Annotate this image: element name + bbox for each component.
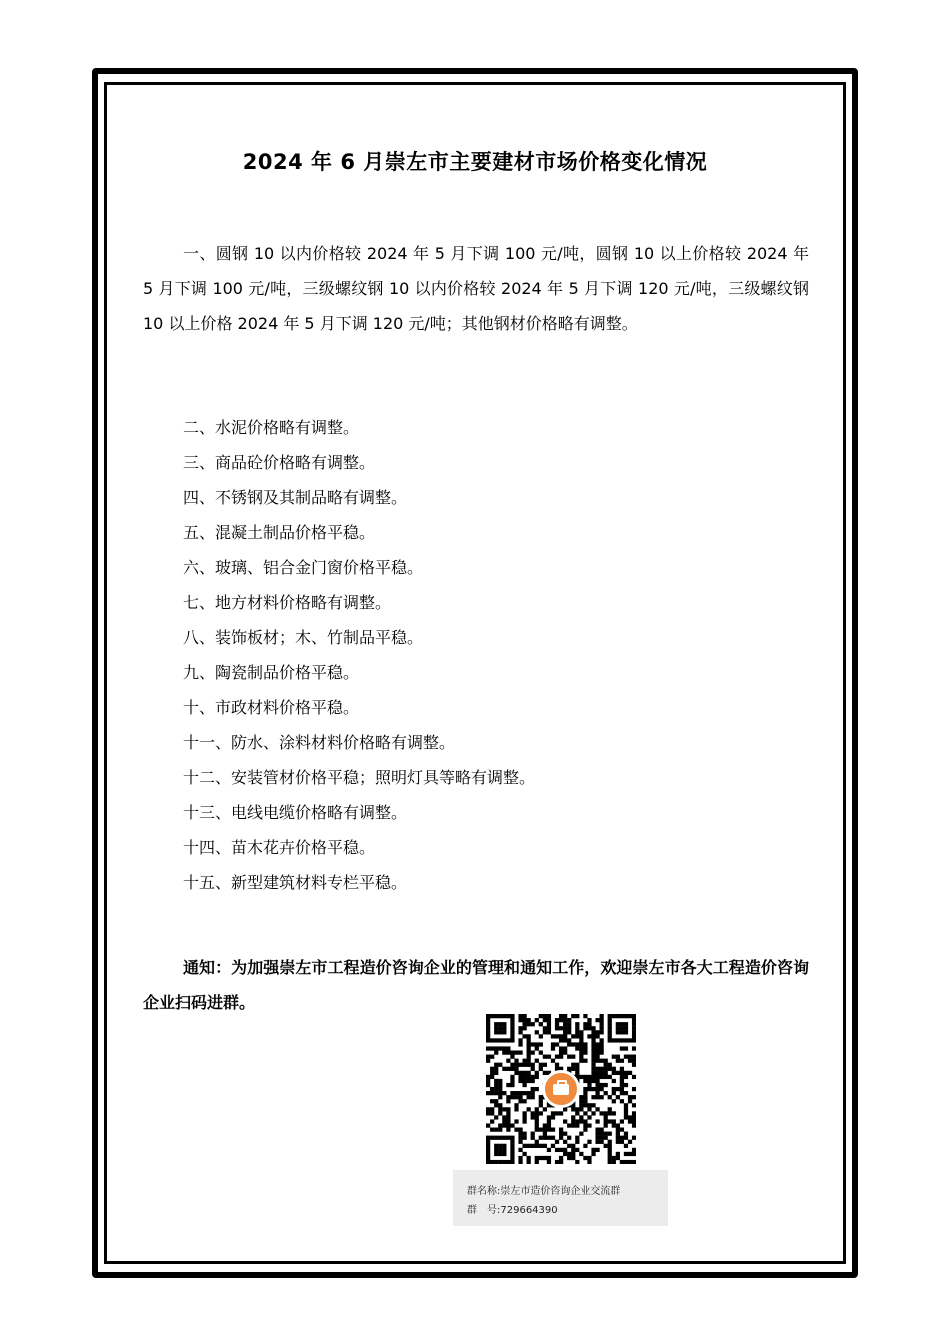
group-info-box [453, 1170, 668, 1226]
list-item: 八、装饰板材；木、竹制品平稳。 [183, 628, 424, 647]
group-name: 群名称:崇左市造价咨询企业交流群 [467, 1186, 621, 1197]
group-number: 群 号:729664390 [467, 1205, 558, 1216]
list-item: 七、地方材料价格略有调整。 [183, 593, 392, 612]
list-item: 三、商品砼价格略有调整。 [183, 453, 376, 472]
list-item: 十、市政材料价格平稳。 [183, 698, 360, 717]
price-change-list [183, 410, 535, 900]
list-item: 十三、电线电缆价格略有调整。 [183, 803, 408, 822]
page-title: 2024 年 6 月崇左市主要建材市场价格变化情况 [242, 150, 708, 174]
briefcase-icon [542, 1070, 580, 1108]
list-item: 十一、防水、涂料材料价格略有调整。 [183, 733, 456, 752]
qr-code[interactable] [486, 1014, 636, 1164]
steel-price-paragraph: 一、圆钢 10 以内价格较 2024 年 5 月下调 100 元/吨，圆钢 10 以上价格较 2024 年 5 月下调 100 元/吨，三级螺纹钢 10 以内价格较 2024 年 5 月下调 120 元/吨，三级螺纹钢 10 以上价格 2024 年 5 月下调 120 元/吨；其他钢材价格略有调整。 [143, 244, 809, 333]
list-item: 十五、新型建筑材料专栏平稳。 [183, 873, 408, 892]
list-item: 十四、苗木花卉价格平稳。 [183, 838, 376, 857]
list-item: 五、混凝土制品价格平稳。 [183, 523, 376, 542]
list-item: 四、不锈钢及其制品略有调整。 [183, 488, 408, 507]
list-item: 六、玻璃、铝合金门窗价格平稳。 [183, 558, 424, 577]
list-item: 二、水泥价格略有调整。 [183, 418, 360, 437]
group-join-notice: 通知：为加强崇左市工程造价咨询企业的管理和通知工作，欢迎崇左市各大工程造价咨询企业扫码进群。 [143, 958, 809, 1012]
list-item: 十二、安装管材价格平稳；照明灯具等略有调整。 [183, 768, 536, 787]
list-item: 九、陶瓷制品价格平稳。 [183, 663, 360, 682]
